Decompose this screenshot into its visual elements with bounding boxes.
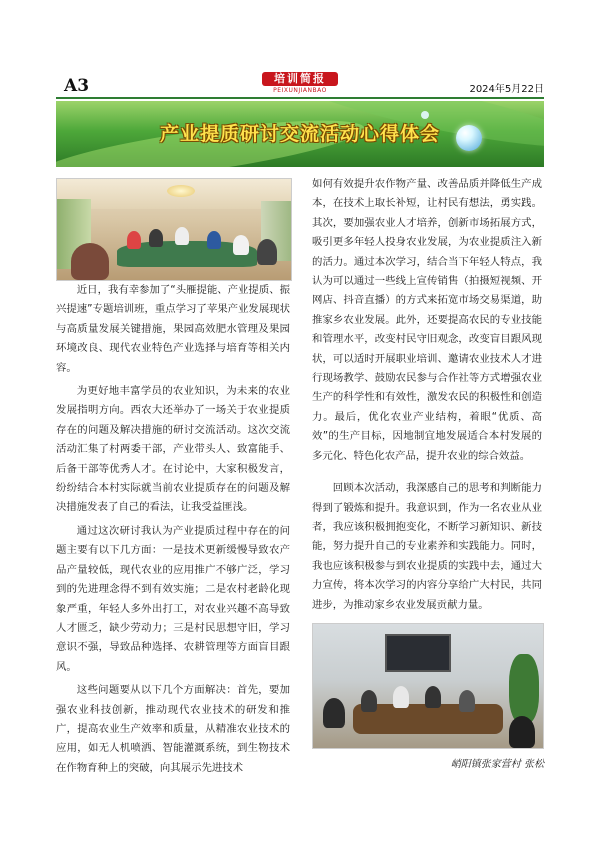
header-rule xyxy=(56,97,544,99)
article-left-column xyxy=(56,281,290,778)
masthead-pinyin: PEIXUNJIANBAO xyxy=(273,87,327,94)
masthead-logo xyxy=(262,72,338,94)
article-title: 产业提质研讨交流活动心得体会 xyxy=(159,123,440,145)
paragraph: 回顾本次活动，我深感自己的思考和判断能力得到了锻炼和提升。我意识到，作为一名农业从业者，我应该积极拥抱变化，不断学习新知识、新技能，努力提升自己的专业素养和实践能力。同时，我也应该积极参与到农业提质的实践中去，通过大力宣传，将本次学习的内容分享给广大村民，共同进步，为推动家乡农业发展贡献力量。 xyxy=(312,482,542,611)
water-droplet-icon xyxy=(421,111,429,119)
paragraph-continued: 如何有效提升农作物产量、改善品质并降低生产成本，在技术上取长补短，让村民有想法，勇实践。其次，要加强农业人才培养，创新市场拓展方式，吸引更多年轻人投身农业发展，为农业提质注入新的活力。通过本次学习，结合当下年轻人特点，我认为可以通过一些线上宣传销售（拍摄短视频、开网店、抖音直播）的方式来拓宽市场交易渠道，助推家乡农业发展。此外，还要提高农民的专业技能和管理水平，改变村民守旧观念，改变盲目跟风现状，可以适时开展职业培训、邀请农业技术人才进行现场教学、鼓励农民参与合作社等方式增强农业生产的科学性和有效性，激发农民的积极性和创造力。最后，优化农业产业结构，着眼“优质、高效”的生产目标，因地制宜地发展适合本村发展的多元化、特色化农产品，提升农业的综合效益。 xyxy=(312,178,542,462)
meeting-photo-2 xyxy=(312,623,544,749)
paragraph: 这些问题要从以下几个方面解决：首先，要加强农业科技创新，推动现代农业技术的研发和推广，提高农业生产效率和质量，从精准农业技术的应用，如无人机喷洒、智能灌溉系统，到生物技术在作物育种上的突破，向其展示先进技术 xyxy=(56,684,290,774)
paragraph: 为更好地丰富学员的农业知识，为未来的农业发展指明方向。西农大还举办了一场关于农业提质存在的问题及解决措施的研讨交流活动。这次交流活动汇集了村两委干部，产业带头人、致富能手、后备干部等优秀人才。在讨论中，大家积极发言，纷纷结合本村实际就当前农业提质存在的问题及解决措施发表了自己的看法，让我受益匪浅。 xyxy=(56,385,290,514)
paragraph: 近日，我有幸参加了“头雁提能、产业提质、振兴提速”专题培训班，重点学习了苹果产业发展现状与高质量发展关键措施，果园高效肥水管理及果园环境改良、现代农业特色产业选择与培育等相关内容。 xyxy=(56,284,290,374)
masthead-title: 培训简报 xyxy=(262,72,338,86)
tv-screen xyxy=(385,634,451,672)
page-number-label: A3 xyxy=(64,76,90,96)
author-signature: 峭阳镇张家营村 张松 xyxy=(450,759,544,770)
article-right-column xyxy=(312,175,542,615)
chandelier-icon xyxy=(167,185,195,197)
paragraph: 通过这次研讨我认为产业提质过程中存在的问题主要有以下几方面：一是技术更新缓慢导致农产品产量较低，现代农业的应用推广不够广泛，学习到的先进理念得不到有效实施；二是农村老龄化现象严重，年轻人多外出打工，对农业兴趣不高导致人才匮乏，缺少劳动力；三是村民思想守旧，学习意识不强，导致品种选择、农耕管理等方面盲目跟风。 xyxy=(56,524,290,673)
plant-decoration xyxy=(509,654,539,724)
title-banner xyxy=(56,101,544,167)
issue-date: 2024年5月22日 xyxy=(469,84,544,95)
meeting-photo-1 xyxy=(56,178,292,281)
